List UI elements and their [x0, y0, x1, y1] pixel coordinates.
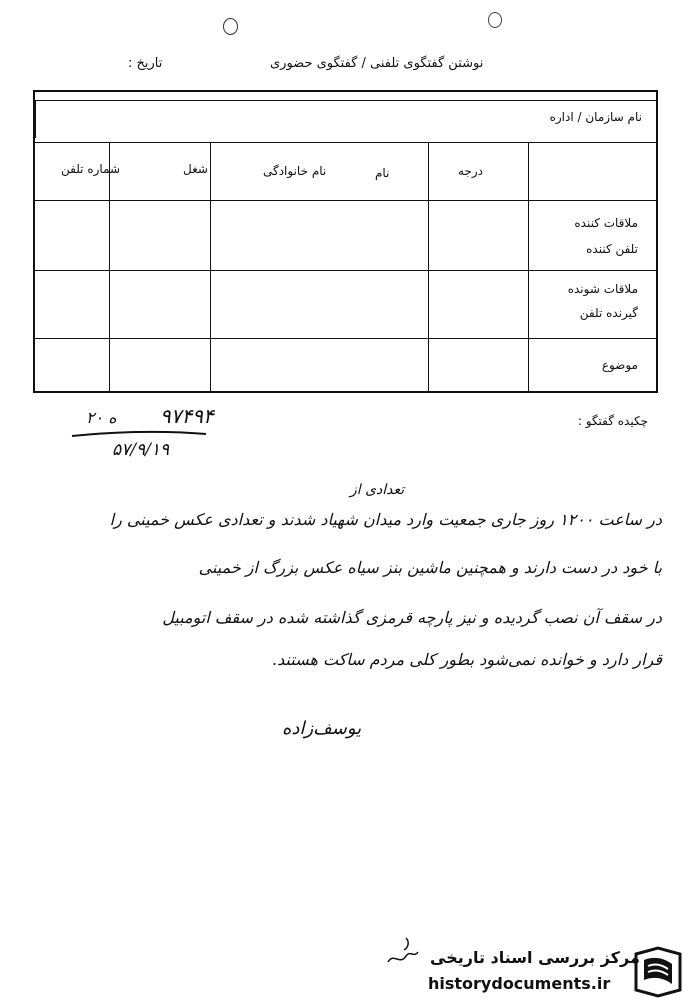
punch-hole	[223, 18, 238, 35]
table-rule	[35, 200, 656, 201]
letter-line: در سقف آن نصب گردیده و نیز پارچه قرمزی گذاشته شده در سقف اتومبیل	[162, 608, 662, 627]
archive-date: ۵۷/۹/۱۹	[112, 440, 170, 460]
inserted-text: تعدادی از	[350, 482, 405, 498]
table-rule	[210, 142, 211, 391]
col-job: شغل	[183, 162, 208, 176]
table-rule	[35, 100, 656, 101]
date-label: تاریخ :	[128, 56, 163, 71]
row-visited: ملاقات شونده	[567, 282, 638, 296]
table-rule	[528, 142, 529, 391]
letter-line: قرار دارد و خوانده نمی‌شود بطور کلی مردم ساکت هستند.	[272, 650, 662, 669]
row-caller: تلفن کننده	[586, 242, 638, 256]
letter-body	[22, 500, 662, 700]
letter-line: در ساعت ۱۲۰۰ روز جاری جمعیت وارد میدان شهیاد شدند و تعدادی عکس خمینی را	[109, 510, 662, 529]
punch-hole	[488, 12, 502, 28]
archive-prefix: ۲۰ ه	[86, 408, 117, 427]
signature: یوسف‌زاده	[282, 718, 362, 739]
archive-logo-icon	[630, 944, 686, 1000]
row-call-receiver: گیرنده تلفن	[579, 306, 638, 320]
row-subject: موضوع	[601, 358, 638, 372]
watermark-name: مرکز بررسی اسناد تاریخی	[430, 948, 640, 967]
table-rule	[428, 142, 429, 391]
form-title: نوشتن گفتگوی تلفنی / گفتگوی حضوری	[270, 56, 484, 71]
initials-mark	[382, 932, 422, 972]
col-last-name: نام خانوادگی	[263, 164, 327, 178]
table-rule	[35, 142, 656, 143]
summary-label: چکیده گفتگو :	[577, 414, 648, 428]
row-visitor: ملاقات کننده	[574, 216, 638, 230]
col-first-name: نام	[375, 166, 390, 180]
archive-number: ۹۷۴۹۴	[160, 404, 214, 428]
org-label: نام سازمان / اداره	[549, 110, 642, 124]
table-rule	[109, 142, 110, 391]
col-rank: درجه	[458, 164, 483, 178]
col-phone: شماره تلفن	[61, 162, 121, 176]
table-rule	[35, 270, 656, 271]
form-table	[33, 90, 658, 393]
table-rule	[35, 338, 656, 339]
letter-line: با خود در دست دارند و همچنین ماشین بنز سیاه عکس بزرگ از خمینی	[198, 558, 662, 577]
watermark-url: historydocuments.ir	[428, 974, 611, 993]
table-rule	[35, 100, 36, 138]
